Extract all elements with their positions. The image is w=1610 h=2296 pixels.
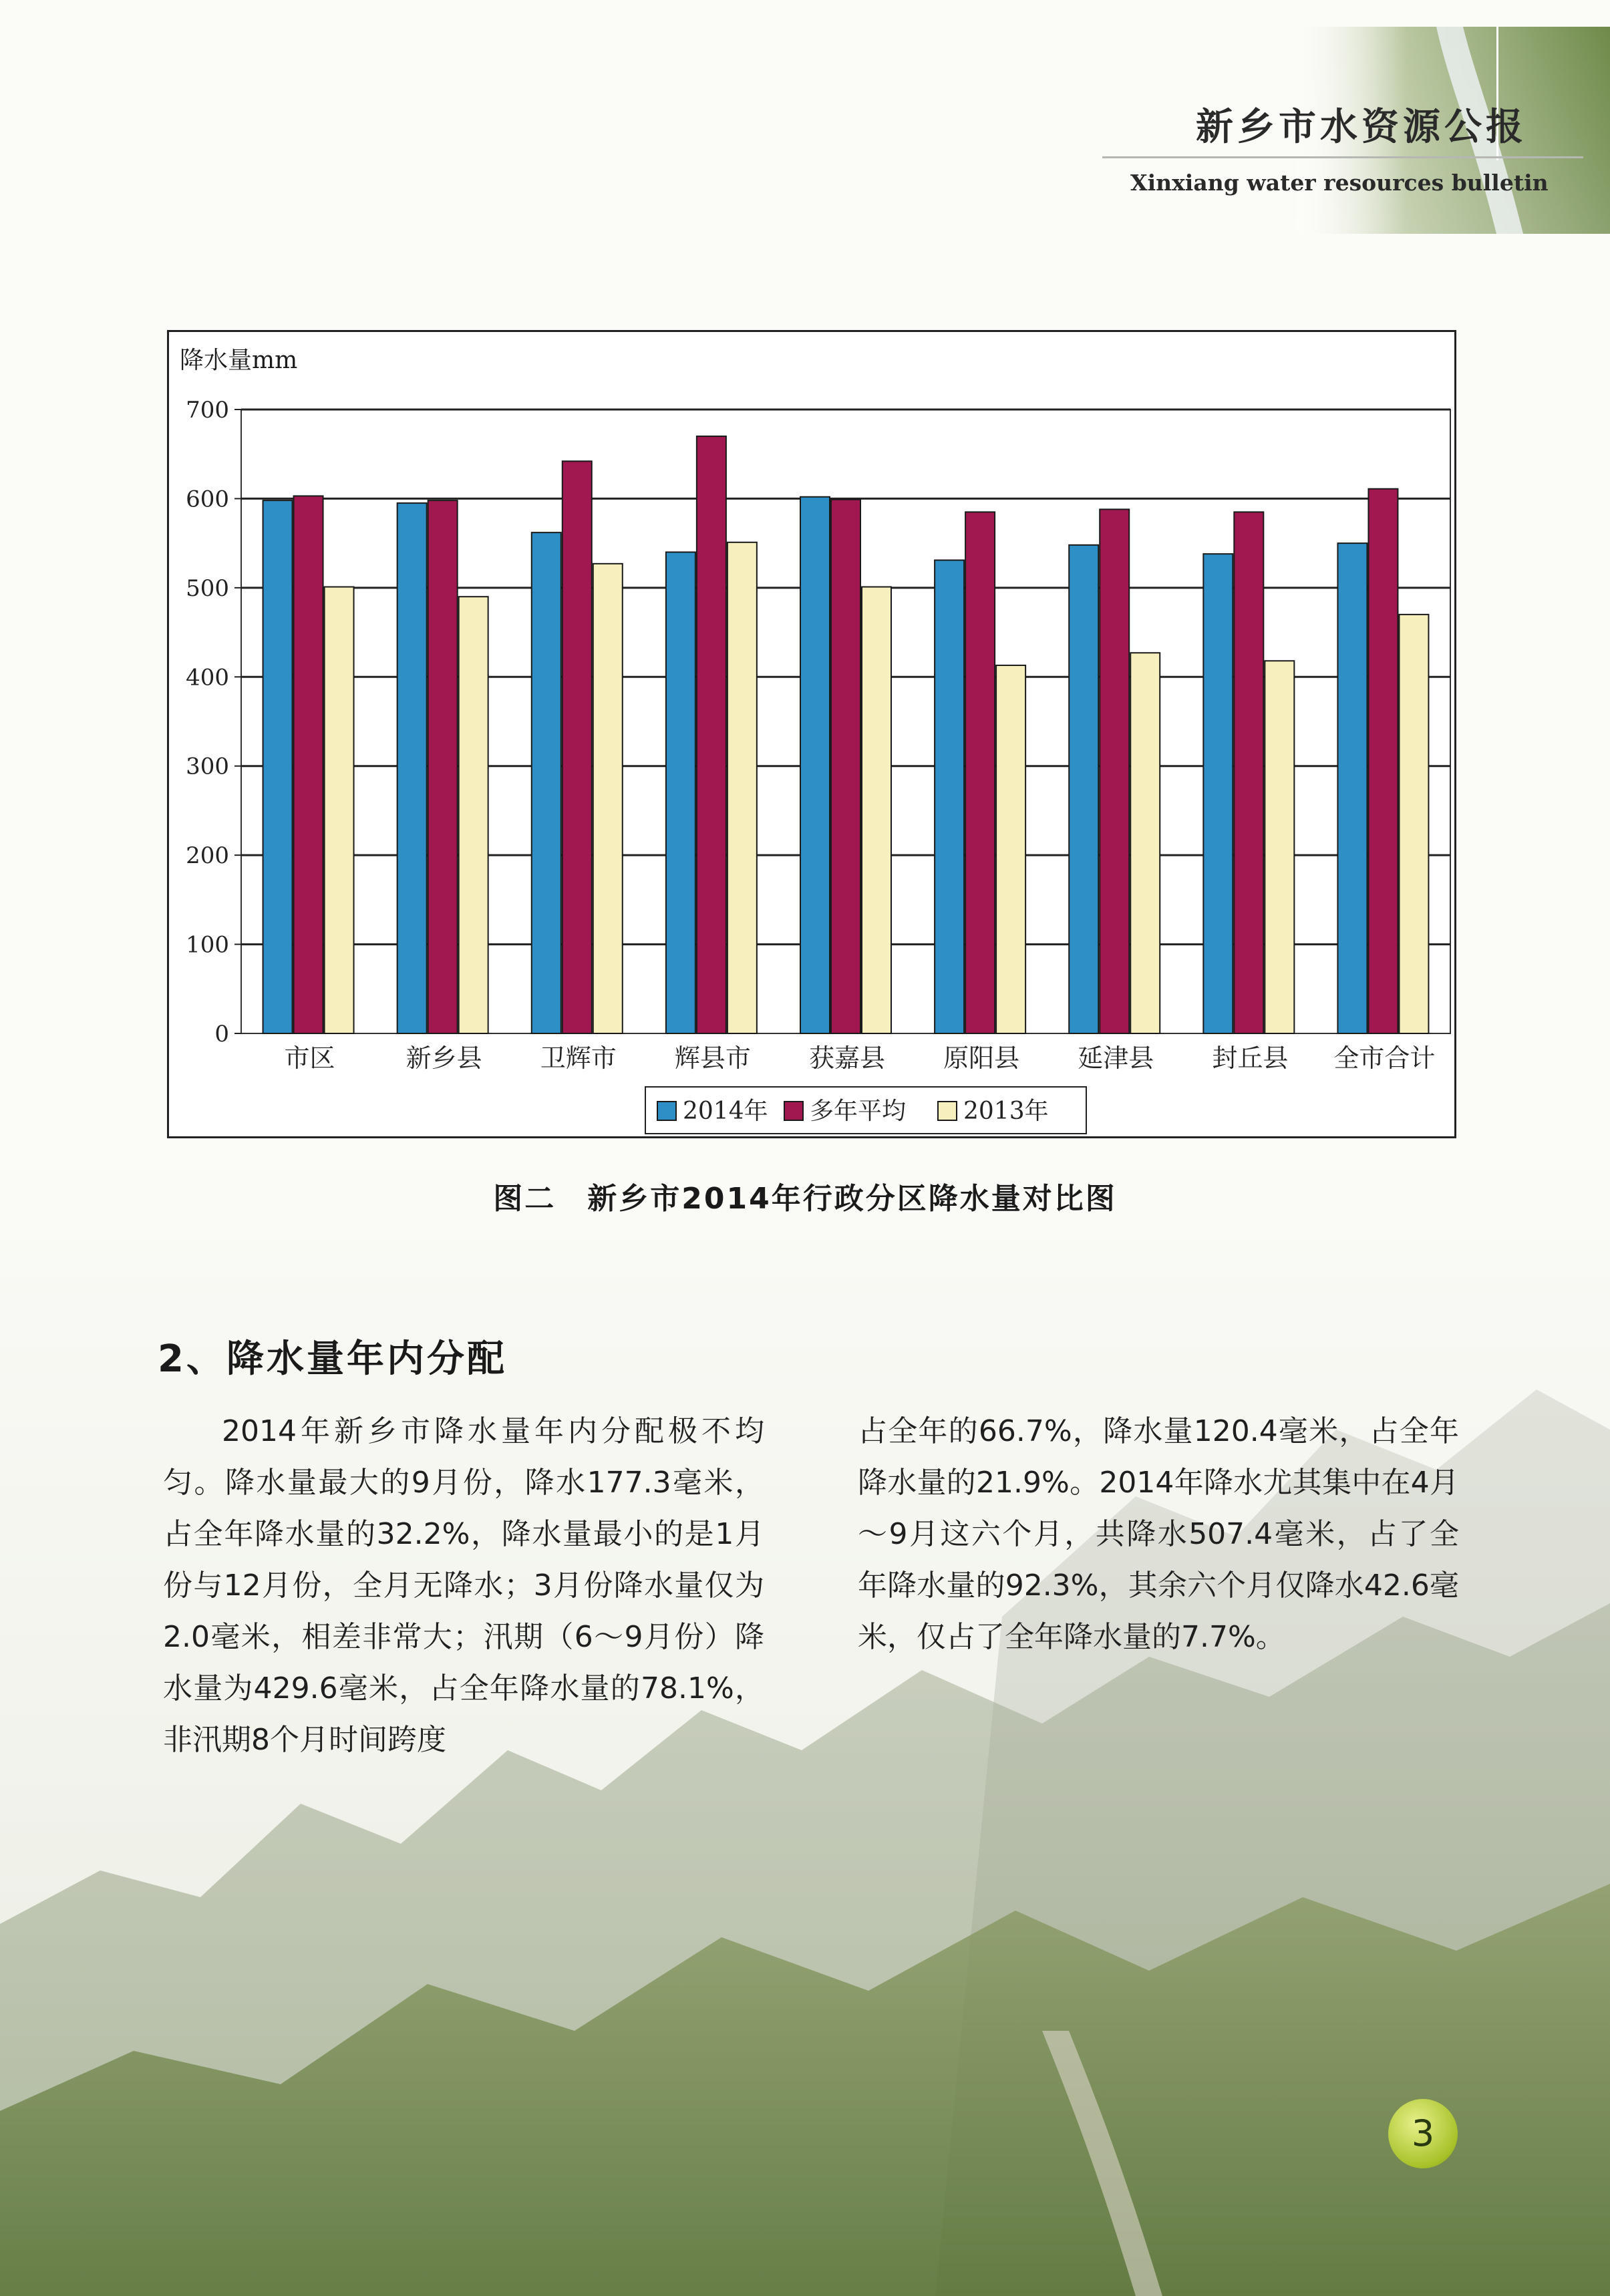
bar — [800, 497, 830, 1033]
y-axis-unit-label: 降水量mm — [180, 347, 298, 374]
bar — [697, 436, 726, 1033]
x-tick-label: 辉县市 — [674, 1043, 751, 1073]
chart-caption: 图二 新乡市2014年行政分区降水量对比图 — [493, 1182, 1117, 1216]
bar — [1069, 545, 1098, 1033]
y-tick-label: 100 — [186, 931, 229, 959]
section-heading: 2、降水量年内分配 — [158, 1337, 507, 1381]
y-tick-label: 0 — [214, 1021, 229, 1047]
legend-label: 多年平均 — [810, 1098, 907, 1125]
y-tick-label: 400 — [186, 664, 229, 691]
legend-swatch — [784, 1102, 803, 1120]
bar — [996, 665, 1025, 1033]
bar — [325, 587, 354, 1033]
legend-label: 2014年 — [683, 1098, 768, 1125]
bar — [459, 597, 488, 1033]
x-tick-label: 市区 — [284, 1043, 335, 1073]
x-tick-label: 新乡县 — [406, 1043, 482, 1073]
page-number-badge — [1388, 2099, 1458, 2168]
x-tick-label: 封丘县 — [1212, 1043, 1289, 1073]
paragraph-left-column: 2014年新乡市降水量年内分配极不均匀。降水量最大的9月份，降水177.3毫米，占全年降水量的32.2%，降水量最小的是1月份与12月份，全月无降水；3月份降水量仅为2.0毫米，相差非常大；汛期（6～9月份）降水量为429.6毫米，占全年降水量的78.1%，非汛期8个月时间跨度 — [163, 1414, 764, 1757]
bar — [263, 500, 293, 1033]
bar — [831, 500, 860, 1033]
bar — [1234, 512, 1263, 1033]
x-tick-label: 获嘉县 — [808, 1043, 886, 1073]
y-tick-label: 600 — [186, 486, 229, 513]
bar — [397, 503, 427, 1033]
header-horizontal-rule — [1102, 156, 1583, 158]
legend-swatch — [657, 1102, 676, 1120]
bar — [1368, 489, 1398, 1033]
y-tick-label: 200 — [186, 842, 229, 870]
bulletin-subtitle: Xinxiang water resources bulletin — [1130, 170, 1549, 196]
bar — [1399, 615, 1428, 1033]
bar — [965, 512, 995, 1033]
bar — [562, 461, 592, 1033]
bar — [1100, 509, 1129, 1033]
bar — [428, 500, 458, 1033]
bar — [1203, 554, 1233, 1033]
x-tick-label: 延津县 — [1078, 1043, 1154, 1073]
bar — [862, 587, 891, 1033]
y-tick-label: 700 — [186, 397, 229, 424]
chart-canvas — [169, 332, 1454, 1136]
x-tick-label: 原阳县 — [943, 1043, 1020, 1073]
bar — [728, 542, 757, 1033]
bar — [1265, 661, 1294, 1033]
bar — [666, 552, 695, 1033]
bar — [1130, 653, 1160, 1033]
legend-swatch — [938, 1102, 957, 1120]
paragraph-right-column: 占全年的66.7%，降水量120.4毫米，占全年降水量的21.9%。2014年降水尤其集中在4月～9月这六个月，共降水507.4毫米，占了全年降水量的92.3%，其余六个月仅降水42.6毫米，仅占了全年降水量的7.7%。 — [858, 1414, 1459, 1654]
x-tick-label: 卫辉市 — [540, 1043, 617, 1073]
x-tick-label: 全市合计 — [1333, 1043, 1436, 1073]
bar — [593, 564, 623, 1033]
bar — [935, 560, 964, 1033]
bar — [294, 496, 323, 1033]
y-tick-label: 500 — [186, 575, 229, 602]
y-tick-label: 300 — [186, 753, 229, 780]
page-number: 3 — [1411, 2112, 1435, 2154]
bar — [532, 532, 561, 1033]
bar — [1337, 543, 1367, 1033]
bulletin-title: 新乡市水资源公报 — [1196, 106, 1527, 149]
precipitation-chart — [167, 330, 1456, 1138]
legend-label: 2013年 — [963, 1098, 1049, 1125]
